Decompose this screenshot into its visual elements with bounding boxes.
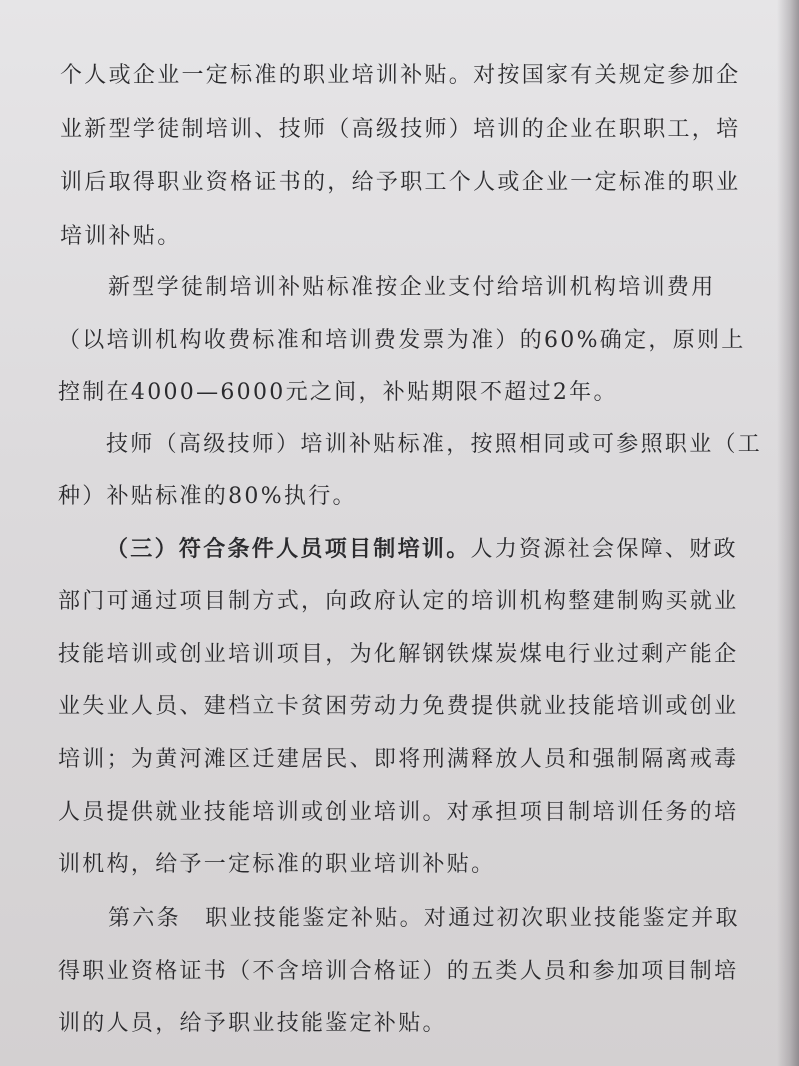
text-line-15: 人员提供就业技能培训或创业培训。对承担项目制培训任务的培 [58,800,739,825]
book-spine-shadow [777,0,799,1066]
text-line-19: 训的人员，给予职业技能鉴定补贴。 [58,1011,447,1036]
text-line-16: 训机构，给予一定标准的职业培训补贴。 [58,852,496,877]
text-line-14: 培训；为黄河滩区迁建居民、即将刑满释放人员和强制隔离戒毒 [58,747,739,772]
text-line-17: 第六条 职业技能鉴定补贴。对通过初次职业技能鉴定并取 [108,906,740,931]
text-line-6: （以培训机构收费标准和培训费发票为准）的60%确定，原则上 [58,328,746,353]
section-heading: （三）符合条件人员项目制培训。 [106,536,471,562]
text-line-7: 控制在4000—6000元之间，补贴期限不超过2年。 [58,380,618,405]
text-line-2: 业新型学徒制培训、技师（高级技师）培训的企业在职职工，培 [60,117,741,142]
text-line-11: 部门可通过项目制方式，向政府认定的培训机构整建制购买就业 [58,589,739,614]
text-line-3: 训后取得职业资格证书的，给予职工个人或企业一定标准的职业 [60,170,741,195]
text-line-1: 个人或企业一定标准的职业培训补贴。对按国家有关规定参加企 [60,63,741,88]
text-line-18: 得职业资格证书（不含培训合格证）的五类人员和参加项目制培 [58,959,739,984]
text-line-8: 技师（高级技师）培训补贴标准，按照相同或可参照职业（工 [106,432,763,457]
text-line-12: 技能培训或创业培训项目，为化解钢铁煤炭煤电行业过剩产能企 [58,642,739,667]
text-line-10: 人力资源社会保障、财政 [470,537,738,562]
text-line-9: 种）补贴标准的80%执行。 [58,484,357,509]
text-line-13: 业失业人员、建档立卡贫困劳动力免费提供就业技能培训或创业 [58,694,739,719]
text-line-5: 新型学徒制培训补贴标准按企业支付给培训机构培训费用 [108,275,716,300]
section-line-1 [106,534,738,565]
text-line-4: 培训补贴。 [60,224,182,249]
